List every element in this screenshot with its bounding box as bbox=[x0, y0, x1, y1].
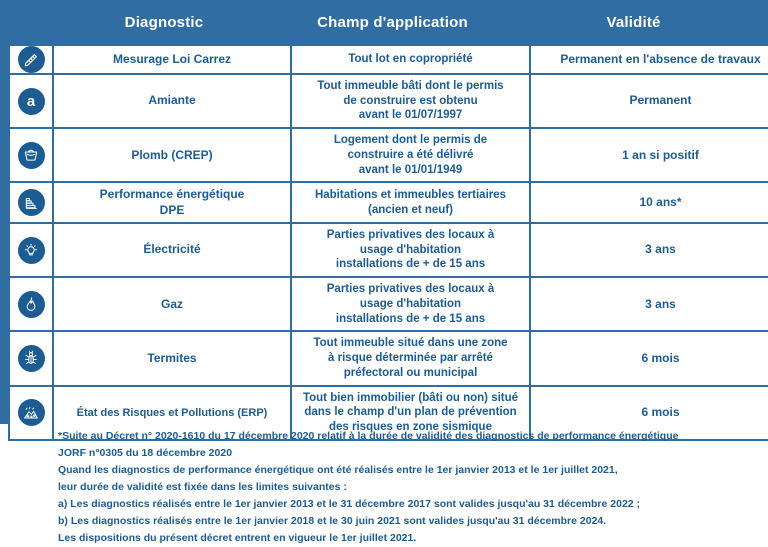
row-icon-cell bbox=[9, 182, 53, 223]
cell-diagnostic: Plomb (CREP) bbox=[53, 128, 291, 182]
champ-line: Tout immeuble bâti dont le permis bbox=[317, 80, 504, 92]
footnote-line-5: a) Les diagnostics réalisés entre le 1er janvier 2013 et le 31 décembre 2017 sont valides jusqu'au 31 décembre 2022 ; bbox=[58, 498, 641, 510]
insect-icon bbox=[18, 345, 45, 372]
champ-line: des risques en zone sismique bbox=[329, 420, 492, 433]
cell-diagnostic: Amiante bbox=[53, 74, 291, 128]
table-row bbox=[9, 74, 768, 128]
diagnostic-line: Performance énergétique bbox=[99, 187, 245, 202]
row-icon-cell bbox=[9, 331, 53, 385]
cell-validite: 1 an si positif bbox=[530, 128, 768, 182]
landslide-hazard-icon bbox=[18, 399, 45, 426]
cell-validite: 3 ans bbox=[530, 277, 768, 331]
diagnostics-table bbox=[8, 44, 768, 441]
cell-champ bbox=[291, 128, 530, 182]
champ-line: usage d'habitation bbox=[359, 297, 462, 310]
table-row bbox=[9, 331, 768, 385]
table-row bbox=[9, 223, 768, 277]
header-diagnostic: Diagnostic bbox=[124, 13, 204, 31]
diagnostic-line: DPE bbox=[159, 202, 185, 217]
table-row bbox=[9, 277, 768, 331]
ruler-pencil-icon bbox=[18, 46, 45, 73]
champ-line: installations de + de 15 ans bbox=[335, 312, 486, 325]
champ-line: construire a été délivré bbox=[347, 148, 474, 161]
champ-line: préfectoral ou municipal bbox=[343, 366, 478, 379]
footnote-line-3: Quand les diagnostics de performance énergétique ont été réalisés entre le 1er janvier 2013 et le 1er juillet 2021, bbox=[58, 464, 618, 476]
cell-validite: 3 ans bbox=[530, 223, 768, 277]
cell-champ bbox=[291, 331, 530, 385]
cell-validite: Permanent bbox=[530, 74, 768, 128]
champ-line: dans le champ d'un plan de prévention bbox=[304, 406, 517, 419]
champ-line: Tout lot en copropriété bbox=[348, 53, 473, 66]
champ-line: (ancien et neuf) bbox=[368, 203, 453, 216]
cell-validite: 6 mois bbox=[530, 331, 768, 385]
cell-validite: Permanent en l'absence de travaux bbox=[530, 45, 768, 74]
champ-line: Tout immeuble situé dans une zone bbox=[313, 337, 508, 350]
cell-champ bbox=[291, 223, 530, 277]
row-icon-cell bbox=[9, 277, 53, 331]
footnote-line-6: b) Les diagnostics réalisés entre le 1er janvier 2018 et le 30 juin 2021 sont valides jusqu'au 31 décembre 2024. bbox=[58, 515, 607, 527]
cell-diagnostic: Mesurage Loi Carrez bbox=[53, 45, 291, 74]
cell-champ bbox=[291, 74, 530, 128]
footnote-line-4: leur durée de validité est fixée dans les limites suivantes : bbox=[58, 481, 347, 493]
header-validite: Validité bbox=[606, 13, 661, 31]
row-icon-cell bbox=[9, 223, 53, 277]
champ-line: Habitations et immeubles tertiaires bbox=[314, 188, 507, 201]
row-icon-cell bbox=[9, 45, 53, 74]
champ-line: usage d'habitation bbox=[359, 243, 462, 256]
champ-line: avant le 01/01/1949 bbox=[358, 163, 463, 176]
cell-diagnostic: État des Risques et Pollutions (ERP) bbox=[53, 386, 291, 440]
champ-line: Tout bien immobilier (bâti ou non) situé bbox=[302, 391, 519, 404]
footnote-line-2: JORF n°0305 du 18 décembre 2020 bbox=[58, 447, 233, 459]
champ-line: Parties privatives des locaux à bbox=[326, 229, 495, 242]
letter-a-icon bbox=[18, 88, 45, 115]
cell-diagnostic: Gaz bbox=[53, 277, 291, 331]
champ-line: avant le 01/07/1997 bbox=[358, 109, 463, 122]
champ-line: Logement dont le permis de bbox=[333, 134, 488, 147]
champ-line: de construire est obtenu bbox=[343, 94, 478, 107]
table-row bbox=[9, 128, 768, 182]
footnote-line-7: Les dispositions du présent décret entrent en vigueur le 1er juillet 2021. bbox=[58, 532, 417, 544]
champ-line: Parties privatives des locaux à bbox=[326, 283, 495, 296]
cell-champ bbox=[291, 45, 530, 74]
cell-validite: 10 ans* bbox=[530, 182, 768, 223]
energy-chart-icon bbox=[18, 189, 45, 216]
footnote-line-1: *Suite au Décret n° 2020-1610 du 17 décembre 2020 relatif à la durée de validité des diagnostics de performance énergétique bbox=[58, 430, 679, 442]
table-header-row bbox=[0, 0, 768, 44]
row-icon-cell bbox=[9, 128, 53, 182]
row-icon-cell bbox=[9, 386, 53, 440]
cell-champ bbox=[291, 277, 530, 331]
table-row bbox=[9, 182, 768, 223]
cell-champ bbox=[291, 182, 530, 223]
table-row bbox=[9, 45, 768, 74]
row-icon-cell bbox=[9, 74, 53, 128]
cell-diagnostic: Électricité bbox=[53, 223, 291, 277]
cell-diagnostic: Termites bbox=[53, 331, 291, 385]
cell-validite: 6 mois bbox=[530, 386, 768, 440]
light-bulb-icon bbox=[18, 237, 45, 264]
footnote-block bbox=[58, 428, 758, 547]
flame-icon bbox=[18, 291, 45, 318]
letter-a-glyph: a bbox=[26, 92, 36, 110]
champ-line: à risque déterminée par arrêté bbox=[328, 352, 493, 365]
cell-diagnostic bbox=[53, 182, 291, 223]
champ-line: installations de + de 15 ans bbox=[335, 258, 486, 271]
header-champ-application: Champ d'application bbox=[317, 13, 468, 31]
paint-bucket-icon bbox=[18, 142, 45, 169]
